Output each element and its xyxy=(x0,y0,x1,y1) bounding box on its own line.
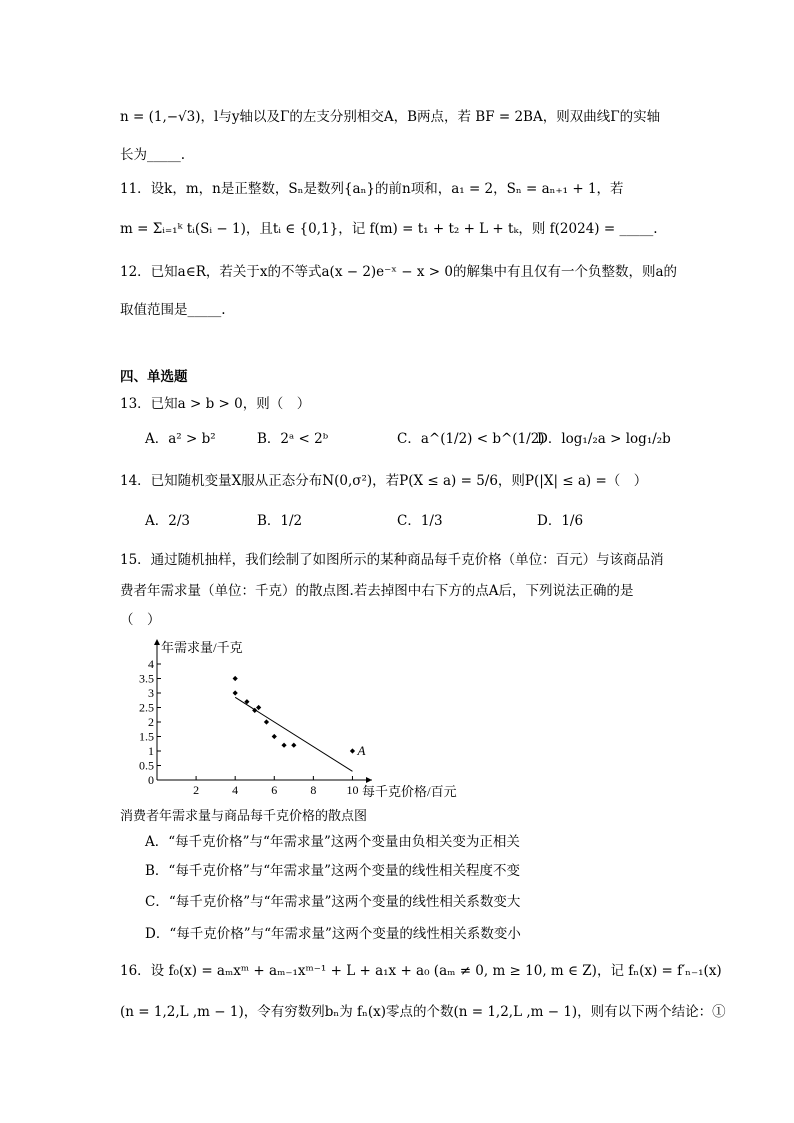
section-title: 四、单选题 xyxy=(120,369,188,385)
q15-option-b: B．“每千克价格”与“年需求量”这两个变量的线性相关程度不变 xyxy=(145,863,521,879)
data-point xyxy=(281,743,286,748)
q12-line2: 取值范围是_____. xyxy=(120,302,226,318)
q16-line1: 16．设 f₀(x) = aₘxᵐ + aₘ₋₁xᵐ⁻¹ + L + a₁x + a₀ (aₘ ≠ 0, m ≥ 10, m ∈ Z)，记 fₙ(x) = f′ₙ₋₁(x) xyxy=(120,963,722,979)
point-label: A xyxy=(357,743,366,758)
q14-option-d: D．1/6 xyxy=(537,513,584,529)
data-point xyxy=(291,743,296,748)
q10-line2: 长为_____. xyxy=(120,147,186,163)
q11-line2: m = Σᵢ₌₁ᵏ tᵢ(Sᵢ − 1)，且tᵢ ∈ {0,1}，记 f(m) = t₁ + t₂ + L + tₖ，则 f(2024) = _____. xyxy=(120,221,658,237)
q11-line1: 11．设k，m，n是正整数，Sₙ是数列{aₙ}的前n项和，a₁ = 2，Sₙ = aₙ₊₁ + 1，若 xyxy=(120,181,624,197)
q15-line2: 费者年需求量（单位：千克）的散点图.若去掉图中右下方的点A后，下列说法正确的是 xyxy=(120,583,634,599)
y-axis-label: 年需求量/千克 xyxy=(161,640,243,655)
x-tick-label: 6 xyxy=(271,783,278,797)
y-tick-label: 0.5 xyxy=(139,758,154,773)
trend-line xyxy=(235,697,352,771)
y-tick-label: 2.5 xyxy=(139,700,154,715)
y-axis-arrow xyxy=(154,639,160,645)
q15-option-c: C．“每千克价格”与“年需求量”这两个变量的线性相关系数变大 xyxy=(145,894,521,910)
y-tick-label: 0 xyxy=(148,773,154,787)
y-tick-label: 1.5 xyxy=(139,729,154,744)
q14-option-b: B．1/2 xyxy=(257,513,303,529)
data-point xyxy=(264,719,269,724)
q14-option-a: A．2/3 xyxy=(145,513,190,529)
x-tick-label: 8 xyxy=(310,783,317,797)
q13-option-d: D．log₁/₂a > log₁/₂b xyxy=(537,431,671,447)
q14-stem: 14．已知随机变量X服从正态分布N(0,σ²)，若P(X ≤ a) = 5/6，则P(|X| ≤ a) =（ ） xyxy=(120,473,648,489)
y-tick-label: 2 xyxy=(148,715,154,729)
q10-line1: n = (1,−√3)，l与y轴以及Γ的左支分别相交A，B两点，若 BF = 2BA，则双曲线Γ的实轴 xyxy=(120,109,661,125)
q14-option-c: C．1/3 xyxy=(397,513,443,529)
q15-line3: （ ） xyxy=(120,612,161,628)
data-point xyxy=(272,734,277,739)
y-tick-label: 3 xyxy=(148,686,154,700)
x-axis-arrow xyxy=(366,777,372,783)
scatter-chart xyxy=(125,635,457,805)
chart-caption: 消费者年需求量与商品每千克价格的散点图 xyxy=(120,809,368,824)
data-point xyxy=(350,748,355,753)
y-tick-label: 4 xyxy=(148,657,154,671)
q15-line1: 15．通过随机抽样，我们绘制了如图所示的某种商品每千克价格（单位：百元）与该商品消 xyxy=(120,552,664,568)
q16-line2: (n = 1,2,L ,m − 1)，令有穷数列bₙ为 fₙ(x)零点的个数(n = 1,2,L ,m − 1)，则有以下两个结论：① xyxy=(120,1004,726,1020)
data-point xyxy=(256,705,261,710)
x-axis-label: 每千克价格/百元 xyxy=(362,784,457,799)
data-point xyxy=(233,676,238,681)
q13-option-b: B．2ᵃ < 2ᵇ xyxy=(257,431,329,447)
q13-option-c: C．a^(1/2) < b^(1/2) xyxy=(397,431,545,447)
q13-stem: 13．已知a > b > 0，则（ ） xyxy=(120,396,311,412)
q13-option-a: A．a² > b² xyxy=(145,431,216,447)
q15-option-a: A．“每千克价格”与“年需求量”这两个变量由负相关变为正相关 xyxy=(145,834,520,850)
x-tick-label: 4 xyxy=(232,783,239,797)
x-tick-label: 10 xyxy=(346,783,359,797)
y-tick-label: 3.5 xyxy=(139,671,154,686)
q12-line1: 12．已知a∈R，若关于x的不等式a(x − 2)e⁻ˣ − x > 0的解集中有且仅有一个负整数，则a的 xyxy=(120,264,678,280)
y-tick-label: 1 xyxy=(148,744,154,758)
q15-option-d: D．“每千克价格”与“年需求量”这两个变量的线性相关系数变小 xyxy=(145,926,521,942)
data-point xyxy=(233,690,238,695)
x-tick-label: 2 xyxy=(193,783,200,797)
